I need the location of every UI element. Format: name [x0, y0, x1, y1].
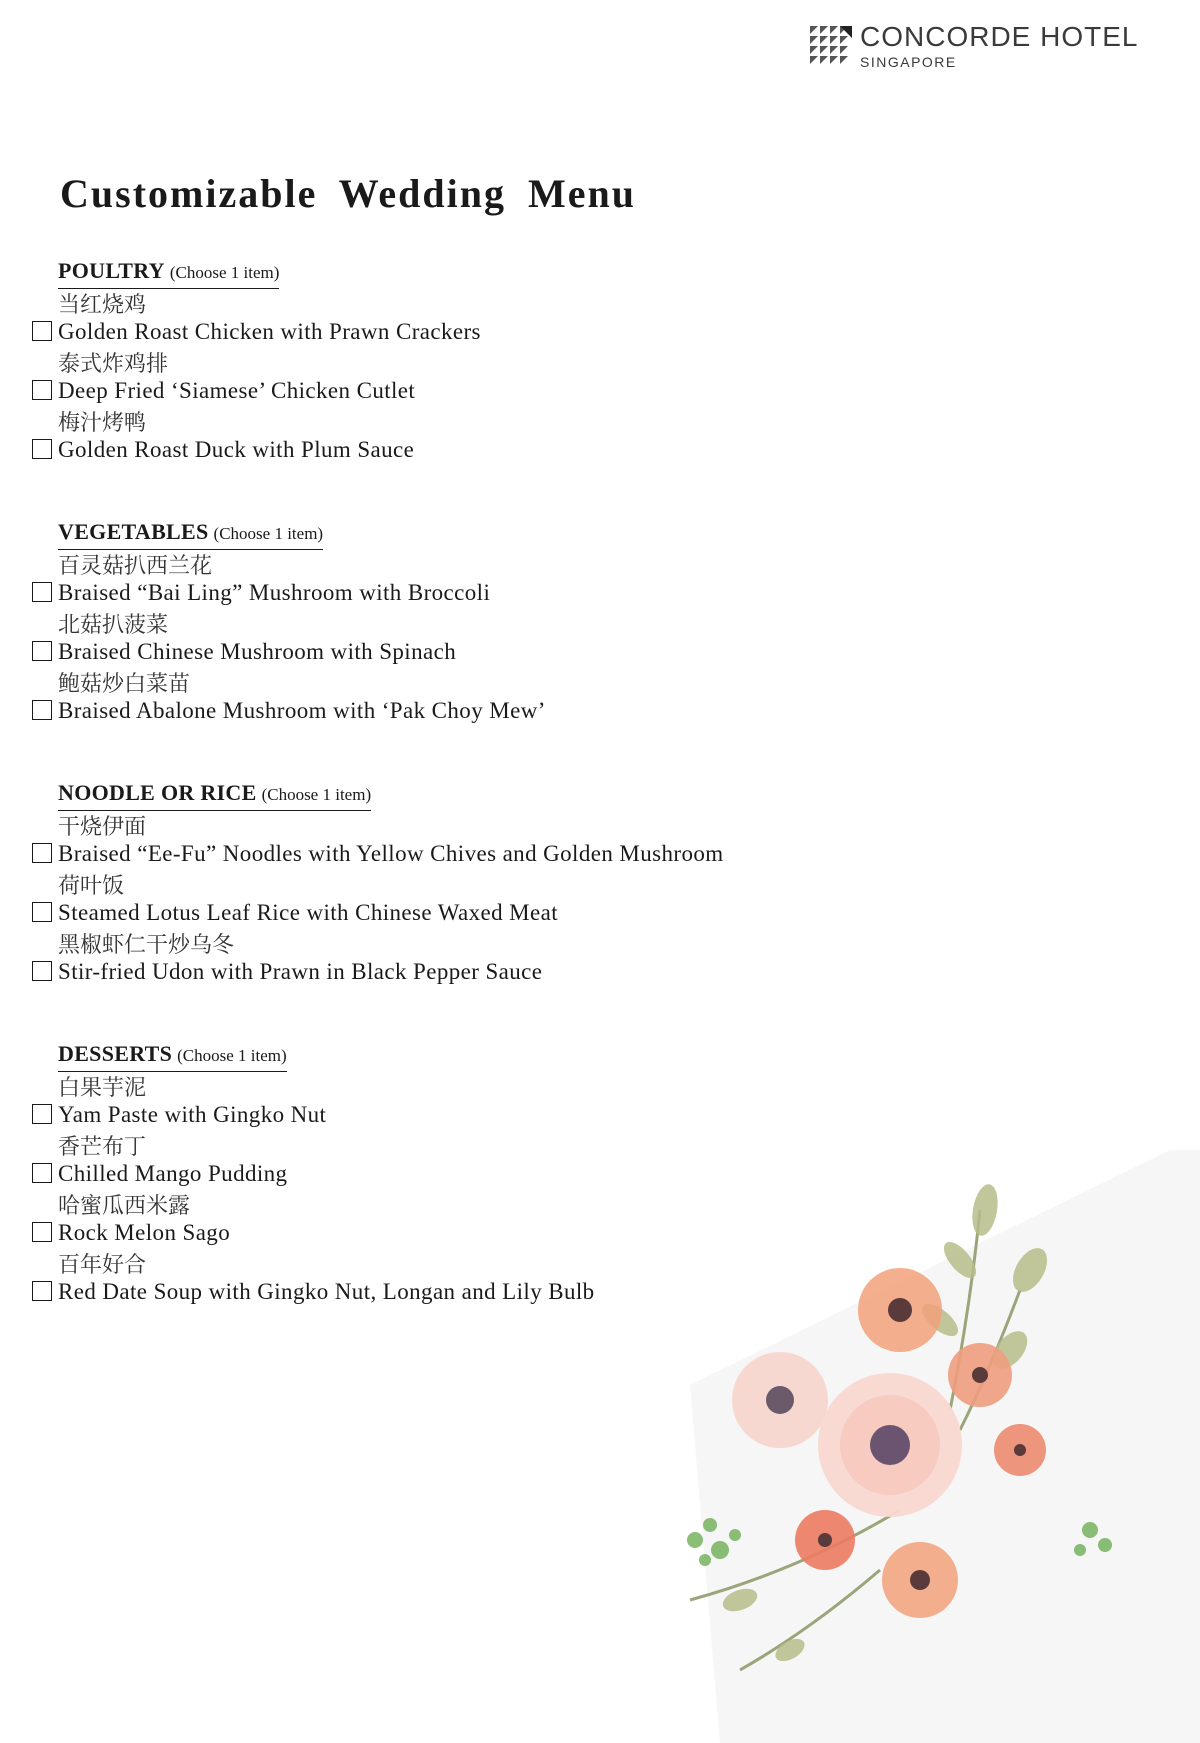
item-chinese-name: 荷叶饭 [58, 874, 125, 899]
floral-decoration [650, 1150, 1200, 1743]
flower-peach-left [732, 1352, 828, 1448]
item-chinese-name: 哈蜜瓜西米露 [58, 1194, 191, 1219]
item-chinese-name: 香芒布丁 [58, 1135, 147, 1160]
item-english-name: Yam Paste with Gingko Nut [58, 1102, 327, 1127]
item-checkbox[interactable] [32, 1104, 52, 1124]
item-checkbox[interactable] [32, 321, 52, 341]
menu-item [30, 1072, 930, 1131]
flower-orange-top [858, 1268, 942, 1352]
menu-item [30, 668, 930, 727]
section-heading [58, 1041, 287, 1072]
item-english-name: Red Date Soup with Gingko Nut, Longan and Lily Bulb [58, 1279, 595, 1304]
item-english-name: Deep Fried ‘Siamese’ Chicken Cutlet [58, 378, 416, 403]
item-english-name: Golden Roast Chicken with Prawn Crackers [58, 319, 481, 344]
menu-item [30, 407, 930, 466]
item-english-name: Golden Roast Duck with Plum Sauce [58, 437, 415, 462]
section-note: (Choose 1 item) [261, 785, 372, 804]
section-heading [58, 780, 371, 811]
menu-item [30, 811, 930, 870]
item-english-name: Braised Chinese Mushroom with Spinach [58, 639, 457, 664]
hotel-logo-icon [810, 24, 852, 66]
flower-orange-bottom [882, 1542, 958, 1618]
item-checkbox[interactable] [32, 902, 52, 922]
hotel-name: CONCORDE HOTEL [860, 21, 1139, 52]
item-checkbox[interactable] [32, 961, 52, 981]
section-noodle-or-rice [30, 780, 930, 988]
item-checkbox[interactable] [32, 582, 52, 602]
section-heading [58, 519, 323, 550]
page-title: Customizable Wedding Menu [60, 171, 636, 216]
item-chinese-name: 百灵菇扒西兰花 [58, 554, 213, 579]
item-chinese-name: 鲍菇炒白菜苗 [58, 672, 191, 697]
item-checkbox[interactable] [32, 1163, 52, 1183]
item-checkbox[interactable] [32, 843, 52, 863]
section-title: POULTRY [58, 258, 165, 283]
item-checkbox[interactable] [32, 1222, 52, 1242]
item-chinese-name: 泰式炸鸡排 [58, 352, 169, 377]
item-checkbox[interactable] [32, 1281, 52, 1301]
section-title: NOODLE OR RICE [58, 780, 257, 805]
hotel-logo [810, 22, 1138, 70]
section-poultry [30, 258, 930, 466]
menu-item [30, 609, 930, 668]
hotel-location: SINGAPORE [860, 54, 957, 70]
item-checkbox[interactable] [32, 700, 52, 720]
item-english-name: Braised “Bai Ling” Mushroom with Broccoli [58, 580, 491, 605]
item-chinese-name: 干烧伊面 [58, 815, 147, 840]
item-english-name: Rock Melon Sago [58, 1220, 231, 1245]
item-checkbox[interactable] [32, 641, 52, 661]
section-vegetables [30, 519, 930, 727]
item-checkbox[interactable] [32, 439, 52, 459]
item-english-name: Chilled Mango Pudding [58, 1161, 288, 1186]
item-english-name: Braised “Ee-Fu” Noodles with Yellow Chives and Golden Mushroom [58, 841, 724, 866]
menu-item [30, 929, 930, 988]
section-note: (Choose 1 item) [177, 1046, 287, 1065]
item-chinese-name: 白果芋泥 [58, 1076, 147, 1101]
item-english-name: Steamed Lotus Leaf Rice with Chinese Waxed Meat [58, 900, 559, 925]
section-title: VEGETABLES [58, 519, 209, 544]
section-heading [58, 258, 279, 289]
section-note: (Choose 1 item) [169, 263, 280, 282]
section-note: (Choose 1 item) [213, 524, 324, 543]
item-chinese-name: 当红烧鸡 [58, 293, 147, 318]
menu-item [30, 870, 930, 929]
menu-item [30, 550, 930, 609]
flower-coral-right [948, 1343, 1012, 1407]
item-chinese-name: 梅汁烤鸭 [58, 411, 147, 436]
section-title: DESSERTS [58, 1041, 173, 1066]
item-chinese-name: 黑椒虾仁干炒乌冬 [58, 933, 235, 958]
item-english-name: Braised Abalone Mushroom with ‘Pak Choy Mew’ [58, 698, 546, 723]
menu-item [30, 348, 930, 407]
item-chinese-name: 北菇扒菠菜 [58, 613, 169, 638]
flower-pink-center [818, 1373, 962, 1517]
item-checkbox[interactable] [32, 380, 52, 400]
item-chinese-name: 百年好合 [58, 1253, 147, 1278]
menu-item [30, 289, 930, 348]
item-english-name: Stir-fried Udon with Prawn in Black Pepper Sauce [58, 959, 543, 984]
